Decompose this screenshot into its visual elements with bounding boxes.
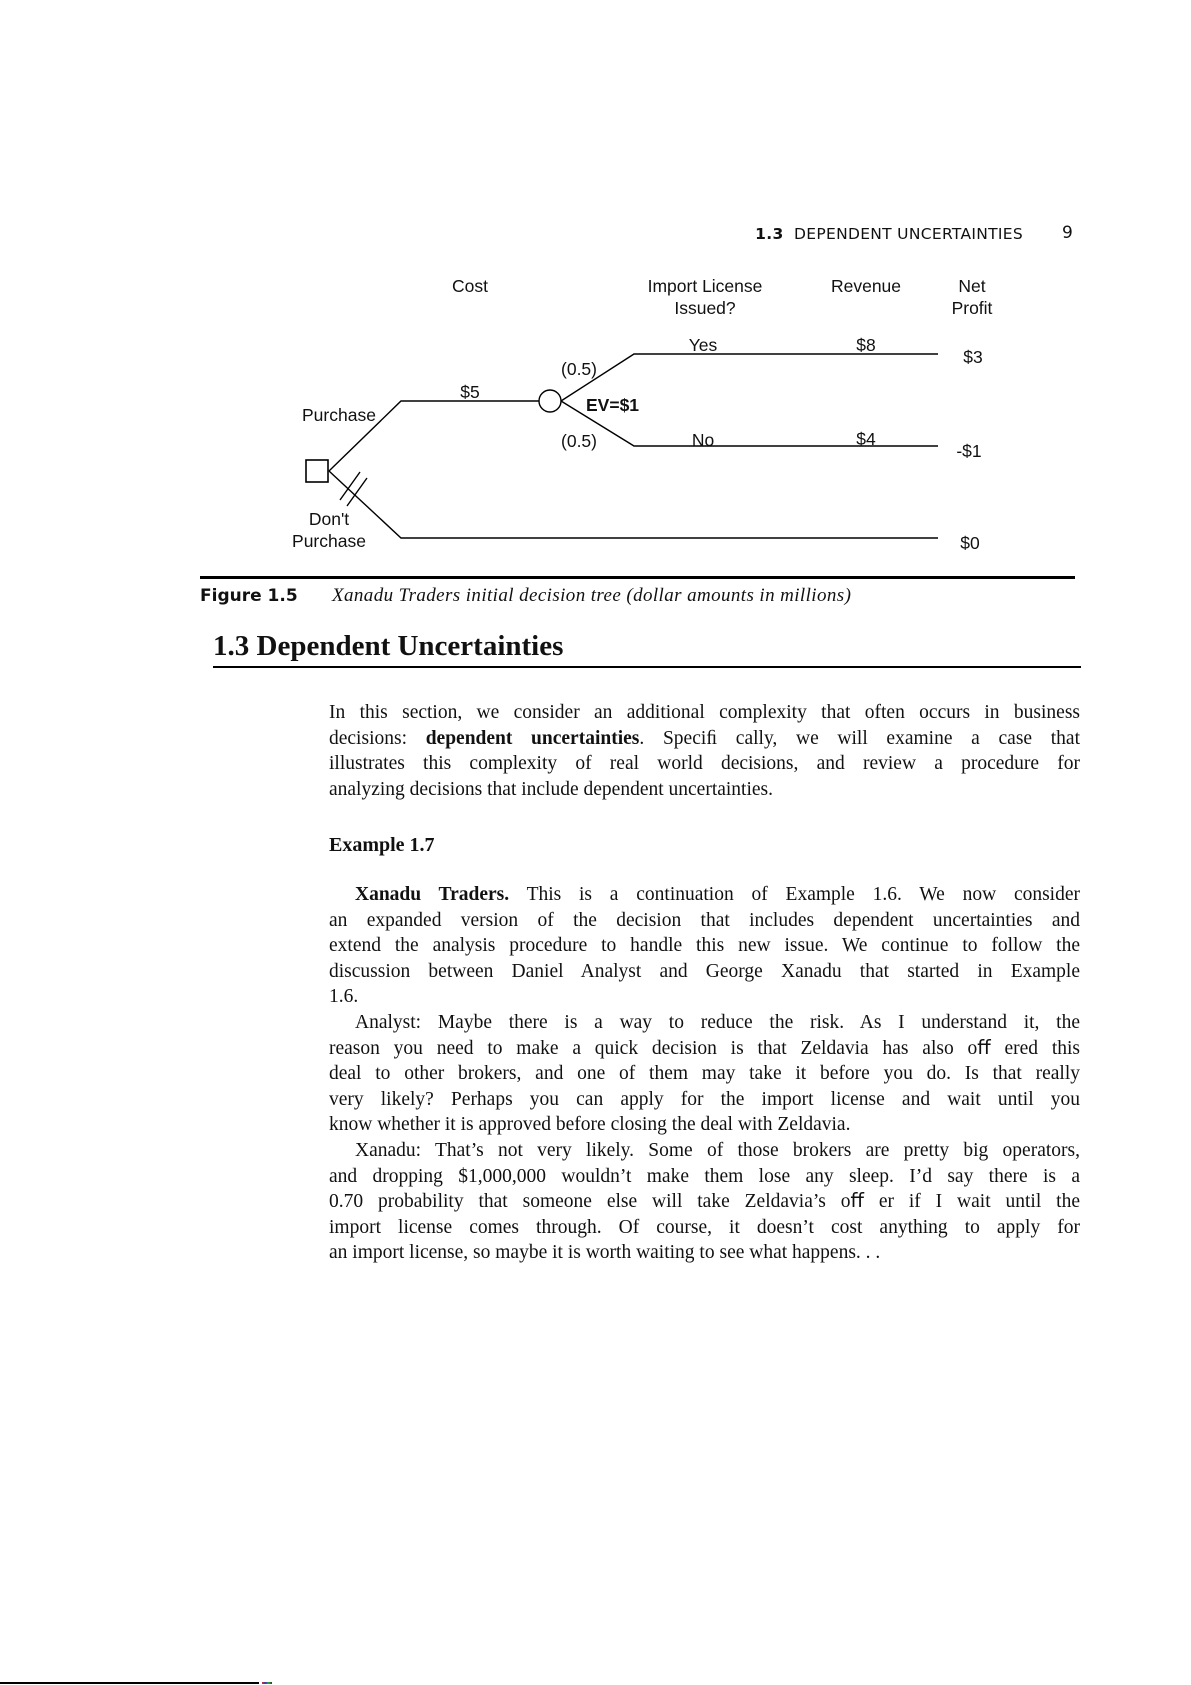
text-line bbox=[329, 1240, 1080, 1266]
revenue-no: $4 bbox=[856, 429, 876, 449]
text-segment: 0.70 probability that someone else will take Zeldavia’s oﬀ er if I wait until the bbox=[329, 1191, 1080, 1213]
bold-term: dependent uncertainties bbox=[425, 727, 640, 749]
text-line bbox=[329, 1112, 1080, 1138]
example-body bbox=[329, 882, 1080, 1266]
text-segment: import license comes through. Of course, it doesn’t cost anything to apply for bbox=[329, 1216, 1080, 1238]
decision-node-square bbox=[306, 460, 328, 482]
yes-label: Yes bbox=[688, 335, 718, 355]
dont-purchase-line1: Don't bbox=[308, 509, 350, 529]
header-revenue: Revenue bbox=[830, 276, 902, 296]
dont-purchase-branch bbox=[329, 471, 938, 538]
dont-purchase-label bbox=[292, 508, 366, 552]
text-line bbox=[329, 726, 1080, 752]
header-net-line1: Net bbox=[958, 276, 986, 296]
decision-tree-diagram bbox=[0, 0, 1191, 600]
expected-value-label: EV=$1 bbox=[586, 395, 640, 415]
figure-caption-text: Xanadu Traders initial decision tree (dollar amounts in millions) bbox=[332, 585, 852, 606]
text-line bbox=[329, 908, 1080, 934]
text-segment: deal to other brokers, and one of them may take it before you do. Is that really bbox=[329, 1063, 1080, 1085]
header-import-line2: Issued? bbox=[674, 298, 736, 318]
text-segment: discussion between Daniel Analyst and George Xanadu that started in Example bbox=[329, 960, 1080, 982]
revenue-yes: $8 bbox=[856, 335, 876, 355]
text-segment: an import license, so maybe it is worth waiting to see what happens. . . bbox=[329, 1242, 881, 1264]
text-line bbox=[329, 1087, 1080, 1113]
net-profit-dont-purchase: $0 bbox=[960, 533, 980, 553]
header-net-line2: Profit bbox=[951, 298, 993, 318]
text-line bbox=[329, 1036, 1080, 1062]
chance-node-circle bbox=[539, 390, 561, 412]
text-line bbox=[329, 933, 1080, 959]
text-segment: Xanadu: That’s not very likely. Some of those brokers are pretty big operators, bbox=[355, 1139, 1080, 1161]
text-segment: Analyst: Maybe there is a way to reduce the risk. As I understand it, the bbox=[355, 1011, 1080, 1033]
text-line bbox=[329, 1010, 1080, 1036]
figure-caption bbox=[200, 585, 852, 607]
no-label: No bbox=[691, 430, 715, 450]
cost-value: $5 bbox=[460, 382, 480, 402]
text-segment: extend the analysis procedure to handle this new issue. We continue to follow the bbox=[329, 935, 1080, 957]
example-paragraph bbox=[329, 882, 1080, 1010]
header-import-license bbox=[648, 275, 763, 319]
text-line bbox=[329, 959, 1080, 985]
example-paragraph bbox=[329, 1010, 1080, 1138]
text-line bbox=[329, 984, 1080, 1010]
text-segment: reason you need to make a quick decision is that Zeldavia has also oﬀ ered this bbox=[329, 1037, 1080, 1059]
figure-rule bbox=[200, 576, 1075, 579]
text-line bbox=[329, 751, 1080, 777]
net-profit-yes: $3 bbox=[963, 347, 983, 367]
text-segment: decisions: bbox=[329, 727, 426, 749]
blocked-branch-mark bbox=[340, 472, 360, 500]
text-line bbox=[329, 1061, 1080, 1087]
blocked-branch-mark bbox=[347, 478, 367, 506]
text-line bbox=[329, 1215, 1080, 1241]
text-segment: an expanded version of the decision that includes dependent uncertainties and bbox=[329, 909, 1080, 931]
text-line bbox=[329, 1189, 1080, 1215]
header-import-line1: Import License bbox=[647, 276, 763, 296]
text-line bbox=[329, 882, 1080, 908]
net-profit-no: -$1 bbox=[956, 441, 982, 461]
section-rule bbox=[213, 666, 1081, 668]
page-number: 9 bbox=[1062, 223, 1073, 243]
text-segment: In this section, we consider an additional complexity that often occurs in business bbox=[329, 702, 1080, 723]
dont-purchase-line2: Purchase bbox=[292, 531, 366, 551]
bold-term: Xanadu Traders. bbox=[355, 884, 510, 905]
text-segment: 1.6. bbox=[329, 986, 359, 1008]
figure-label: Figure 1.5 bbox=[200, 586, 298, 606]
text-segment: analyzing decisions that include dependent uncertainties. bbox=[329, 778, 774, 800]
intro-paragraph bbox=[329, 700, 1080, 802]
page-bottom-rule bbox=[0, 1682, 259, 1684]
page-bottom-mark bbox=[262, 1682, 272, 1684]
text-segment: know whether it is approved before closing the deal with Zeldavia. bbox=[329, 1114, 851, 1136]
text-line bbox=[329, 777, 1080, 803]
probability-no: (0.5) bbox=[561, 431, 597, 451]
text-line bbox=[329, 700, 1080, 726]
text-line bbox=[329, 1138, 1080, 1164]
purchase-label: Purchase bbox=[302, 405, 376, 425]
header-cost: Cost bbox=[452, 276, 488, 296]
probability-yes: (0.5) bbox=[561, 359, 597, 379]
text-segment: very likely? Perhaps you can apply for the import license and wait until you bbox=[329, 1088, 1080, 1110]
example-heading: Example 1.7 bbox=[329, 834, 435, 856]
example-paragraph bbox=[329, 1138, 1080, 1266]
running-head-section-number: 1.3 bbox=[755, 225, 784, 243]
text-segment: . Speciﬁ cally, we will examine a case that bbox=[639, 727, 1080, 749]
header-net-profit bbox=[952, 275, 993, 319]
running-head-title: DEPENDENT UNCERTAINTIES bbox=[794, 225, 1023, 243]
text-segment: and dropping $1,000,000 wouldn’t make them lose any sleep. I’d say there is a bbox=[329, 1165, 1080, 1187]
text-line bbox=[329, 1164, 1080, 1190]
section-heading: 1.3 Dependent Uncertainties bbox=[213, 630, 564, 662]
text-segment: illustrates this complexity of real world decisions, and review a procedure for bbox=[329, 753, 1080, 775]
text-segment: This is a continuation of Example 1.6. We now consider bbox=[509, 884, 1080, 905]
